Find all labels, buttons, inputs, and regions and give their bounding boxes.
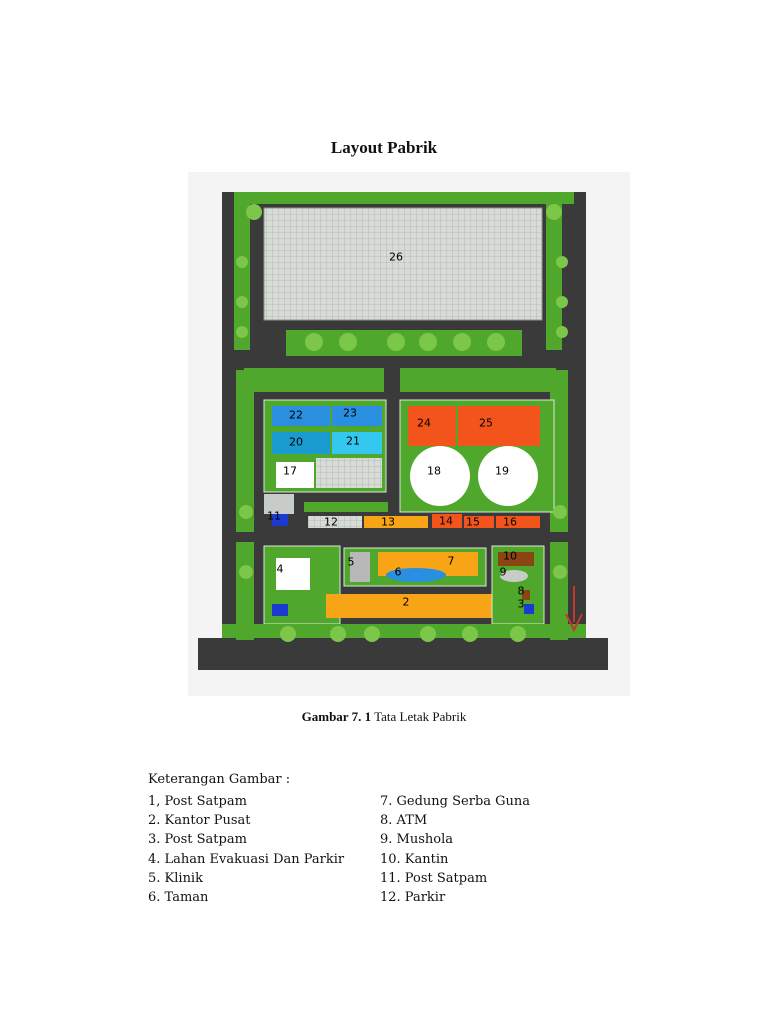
building-13 [364, 516, 428, 528]
parking-block [316, 458, 382, 488]
caption-number: Gambar 7. 1 [301, 709, 372, 724]
post-3 [524, 604, 534, 614]
map-label-14: 14 [439, 514, 453, 528]
caption-text: Tata Letak Pabrik [371, 709, 467, 724]
legend-item: 3. Post Satpam [148, 832, 247, 848]
page-title: Layout Pabrik [330, 138, 438, 157]
map-label-9: 9 [499, 565, 507, 579]
legend-item: 10. Kantin [380, 851, 449, 867]
figure-caption [0, 709, 768, 725]
map-label-24: 24 [417, 416, 431, 430]
left-verge [236, 370, 254, 640]
parking-area-26 [264, 208, 542, 320]
factory-layout-map [188, 172, 630, 696]
map-label-3: 3 [517, 597, 525, 611]
building-25 [458, 406, 540, 446]
legend-item: 9. Mushola [380, 832, 453, 848]
legend-item: 7. Gedung Serba Guna [380, 794, 531, 809]
map-label-7: 7 [447, 554, 455, 568]
bottom-hedge [222, 624, 586, 638]
map-label-2: 2 [402, 595, 410, 609]
building-24 [408, 406, 456, 446]
factory-layout-drawing [188, 172, 630, 696]
building-2 [326, 594, 508, 618]
legend-right-column [380, 792, 530, 907]
map-label-25: 25 [479, 416, 493, 430]
legend-item: 1, Post Satpam [148, 794, 247, 809]
map-label-19: 19 [495, 464, 509, 478]
map-label-13: 13 [381, 515, 395, 529]
map-label-16: 16 [503, 515, 517, 529]
legend-item: 4. Lahan Evakuasi Dan Parkir [148, 851, 345, 867]
map-label-4: 4 [276, 562, 284, 576]
map-label-26: 26 [389, 250, 403, 264]
map-label-11: 11 [267, 509, 281, 523]
hedge-right [400, 368, 556, 392]
legend-title: Keterangan Gambar : [148, 772, 291, 787]
legend-item: 8. ATM [380, 813, 428, 829]
top-verge [234, 192, 574, 204]
map-label-12: 12 [324, 515, 338, 529]
hedge-left [244, 368, 384, 392]
map-label-22: 22 [289, 408, 303, 422]
legend-item: 11. Post Satpam [380, 870, 488, 886]
map-label-17: 17 [283, 464, 297, 478]
map-label-21: 21 [346, 434, 360, 448]
legend-left-column [148, 792, 344, 907]
map-label-10: 10 [503, 549, 517, 563]
map-label-5: 5 [347, 555, 355, 569]
building-23 [332, 406, 382, 426]
map-label-8: 8 [517, 584, 525, 598]
map-label-23: 23 [343, 406, 357, 420]
legend-item: 12. Parkir [380, 889, 446, 905]
map-label-20: 20 [289, 435, 303, 449]
legend-item: 2. Kantor Pusat [148, 813, 251, 829]
legend-item: 5. Klinik [148, 870, 203, 886]
map-label-6: 6 [394, 565, 402, 579]
bottom-road [198, 638, 608, 670]
map-label-15: 15 [466, 515, 480, 529]
post-1 [272, 604, 288, 616]
map-label-18: 18 [427, 464, 441, 478]
legend-item: 6. Taman [148, 889, 209, 905]
